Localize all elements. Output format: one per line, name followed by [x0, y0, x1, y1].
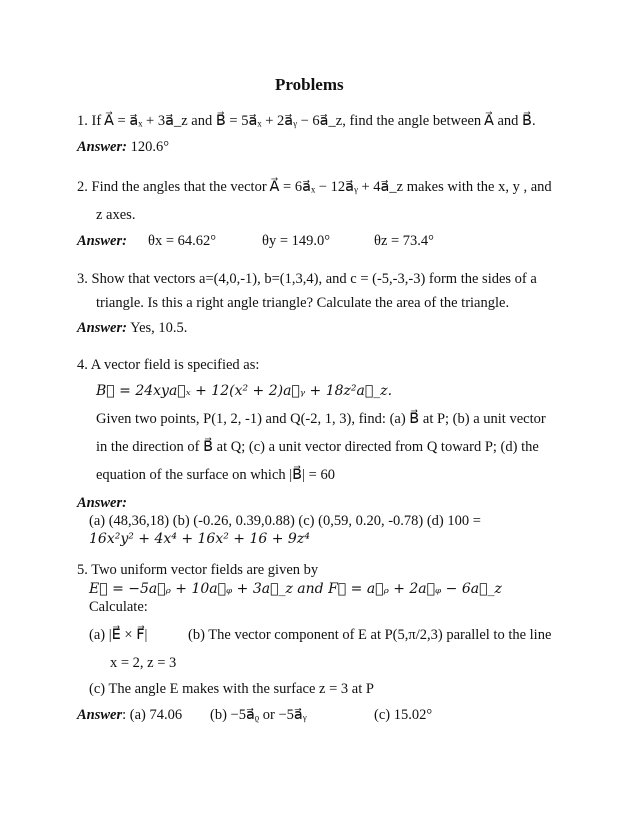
problem-5-part-c: (c) The angle E makes with the surface z = 3 at P: [89, 681, 374, 697]
problem-4-line-1: 4. A vector field is specified as:: [77, 357, 260, 373]
problem-4-answer-line-2: 16x²y² + 4x⁴ + 16x² + 16 + 9z⁴: [89, 531, 310, 547]
answer-label: Answer:: [77, 495, 127, 511]
problem-5-part-b: (b) The vector component of E at P(5,π/2,3) parallel to the line: [188, 627, 552, 643]
problem-4-answer-line-1: (a) (48,36,18) (b) (-0.26, 0.39,0.88) (c) (0,59, 0.20, -0.78) (d) 100 =: [89, 513, 481, 529]
problem-4-equation: B⃗ = 24xya⃗ₓ + 12(x² + 2)a⃗ᵧ + 18z²a⃗_z.: [96, 383, 393, 399]
problem-3-line-2: triangle. Is this a right angle triangle? Calculate the area of the triangle.: [96, 295, 510, 311]
problem-5-part-b-line: x = 2, z = 3: [110, 655, 177, 671]
problem-4-line-5: equation of the surface on which |B⃗| = 60: [96, 467, 335, 483]
problem-5-answer: [77, 706, 182, 724]
problem-2-answer: [77, 232, 127, 250]
answer-label: Answer: [77, 707, 123, 723]
problem-5-part-a: (a) |E⃗ × F⃗|: [89, 627, 148, 643]
answer-label: Answer:: [77, 139, 127, 155]
answer-b: (b) −5a⃗ᵨ or −5a⃗ᵧ: [210, 707, 307, 723]
problem-3-answer: [77, 319, 187, 337]
problem-2-line-2: z axes.: [96, 207, 136, 223]
problem-1-answer: [77, 138, 169, 156]
problem-5-line-1: 5. Two uniform vector fields are given by: [77, 562, 319, 578]
problem-1-text: 1. If A⃗ = a⃗ₓ + 3a⃗_z and B⃗ = 5a⃗ₓ + 2a⃗ᵧ − 6a⃗_z, find the angle between A⃗ and B⃗.: [77, 113, 536, 129]
problem-4-answer: [77, 494, 127, 512]
problem-2-line-1: 2. Find the angles that the vector A⃗ = 6a⃗ₓ − 12a⃗ᵧ + 4a⃗_z makes with the x, y , and: [77, 179, 552, 195]
answer-c: (c) 15.02°: [374, 707, 433, 723]
answer-label: Answer:: [77, 320, 127, 336]
answer-value: Yes, 10.5.: [130, 320, 188, 336]
answer-theta-z: θz = 73.4°: [374, 233, 434, 249]
problem-3-line-1: 3. Show that vectors a=(4,0,-1), b=(1,3,4), and c = (-5,-3,-3) form the sides of a: [77, 271, 537, 287]
answer-theta-x: θx = 64.62°: [148, 233, 217, 249]
problem-5-calculate: Calculate:: [89, 599, 148, 615]
problem-5-equation: E⃗ = −5a⃗ᵨ + 10a⃗ᵩ + 3a⃗_z and F⃗ = a⃗ᵨ + 2a⃗ᵩ − 6a⃗_z: [89, 581, 502, 597]
answer-theta-y: θy = 149.0°: [262, 233, 331, 249]
answer-label: Answer:: [77, 233, 127, 249]
answer-a: : (a) 74.06: [122, 707, 183, 723]
page-title: Problems: [275, 75, 344, 94]
problem-4-line-3: Given two points, P(1, 2, -1) and Q(-2, 1, 3), find: (a) B⃗ at P; (b) a unit vector: [96, 411, 546, 427]
problem-4-line-4: in the direction of B⃗ at Q; (c) a unit vector directed from Q toward P; (d) the: [96, 439, 539, 455]
answer-value: 120.6°: [130, 139, 170, 155]
